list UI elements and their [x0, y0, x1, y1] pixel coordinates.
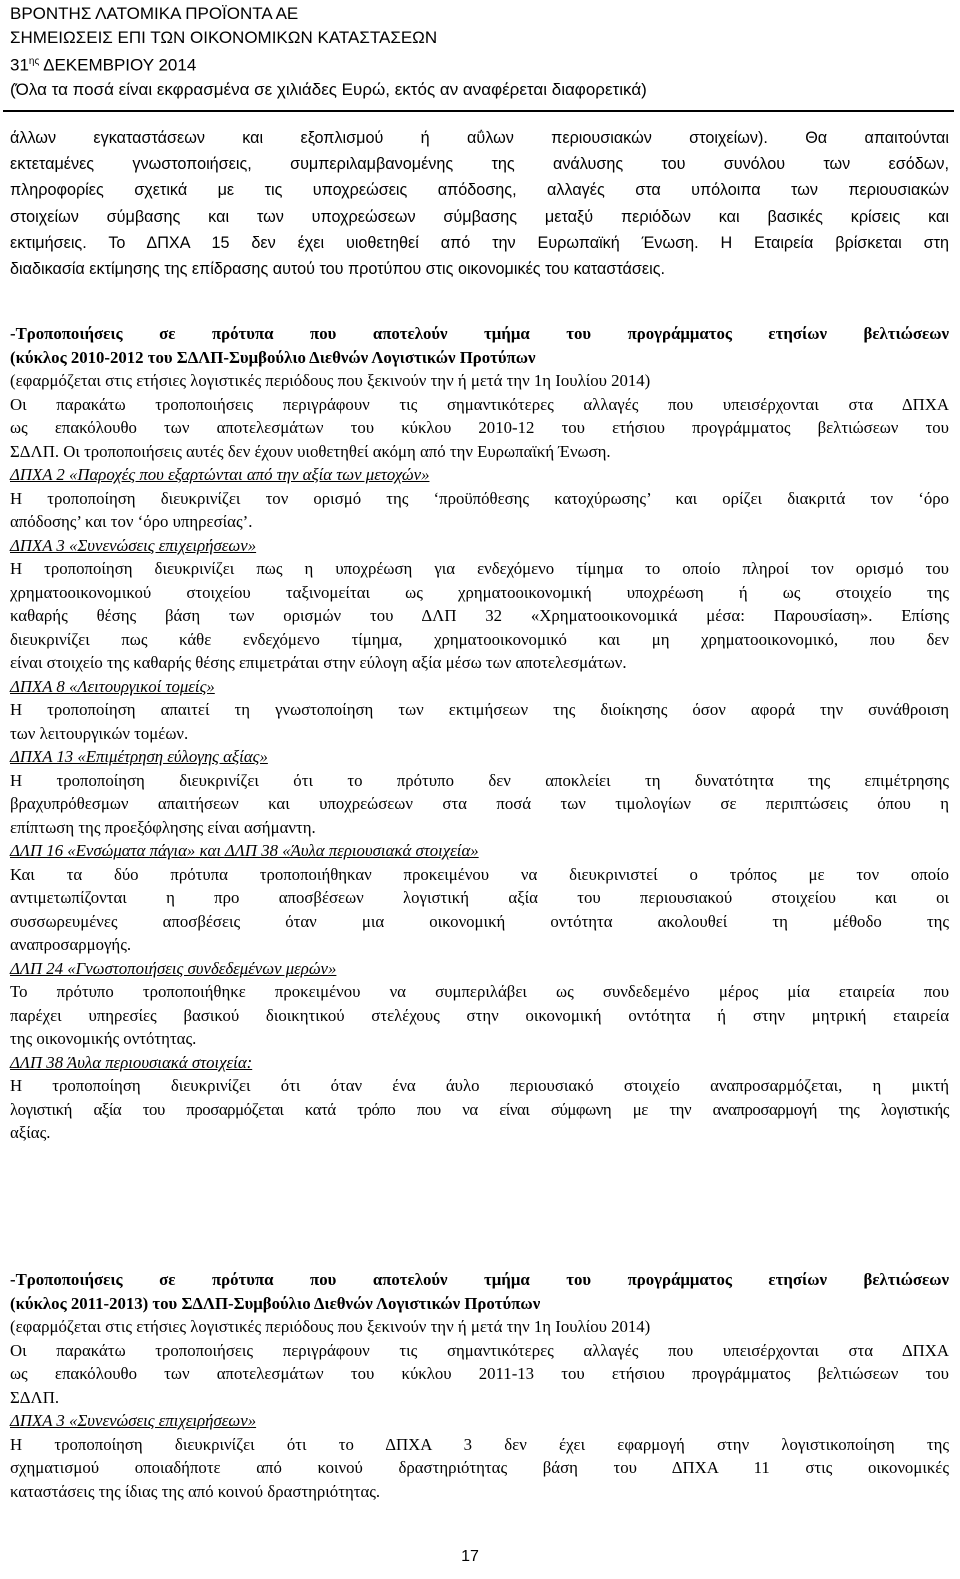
subheading-ifrs8: ΔΠΧΑ 8 «Λειτουργικοί τομείς» — [10, 676, 215, 696]
subheading-ifrs3: ΔΠΧΑ 3 «Συνενώσεις επιχειρήσεων» — [10, 535, 257, 555]
subheading-ias16-ias38: ΔΛΠ 16 «Ενσώματα πάγια» και ΔΛΠ 38 «Άυλα περιουσιακά στοιχεία» — [10, 841, 479, 860]
section-heading-cont: (κύκλος 2011-2013) του ΣΔΛΠ-Συμβούλιο Διεθνών Λογιστικών Προτύπων — [10, 1293, 541, 1313]
header-divider — [3, 110, 954, 112]
report-date: $31^{\eta\varsigma}$ ΔΕΚΕΜΒΡΙΟΥ 2014 — [10, 55, 197, 75]
effective-date-note: (εφαρμόζεται στις ετήσιες λογιστικές περιόδους που ξεκινούν την ή μετά την 1η Ιουλίου 2014) — [10, 371, 651, 390]
section-cycle-2011-2013: -Τροποποιήσεις σε πρότυπα που αποτελούν τμήμα του προγράμματος ετησίων βελτιώσεων (κύκλος 2011-2013) του ΣΔΛΠ-Συμβούλιο Διεθνών Λογιστικών Προτύπων (εφαρμόζεται στις ετήσιες λογιστικές περιόδους που ξεκινούν την ή μετά την 1η Ιουλίου 2014) Οι παρακάτω τροποποιήσεις περιγράφουν τις σημαντικότερες αλλαγές που υπεισέρχονται στα ΔΠΧΑ ως επακόλουθο των αποτελεσμάτων του κύκλου 2011-13 του ετήσιου προγράμματος βελτιώσεων του ΣΔΛΠ. ΔΠΧΑ 3 «Συνενώσεις επιχειρήσεων» Η τροποποίηση διευκρινίζει ότι το ΔΠΧΑ 3 δεν έχει εφαρμογή στην λογιστικοποίηση της σχηματισμού οποιαδήποτε από κοινού δραστηριότητας βάση του ΔΠΧΑ 11 στις οικονομικές καταστάσεις της ίδιας της από κοινού δραστηριότητας. — [10, 1270, 949, 1501]
subheading-ifrs13: ΔΠΧΑ 13 «Επιμέτρηση εύλογης αξίας» — [10, 747, 268, 766]
section-heading: -Τροποποιήσεις σε πρότυπα που αποτελούν τμήμα του προγράμματος ετησίων βελτιώσεων — [10, 1270, 949, 1289]
section-heading: -Τροποποιήσεις σε πρότυπα που αποτελούν τμήμα του προγράμματος ετησίων βελτιώσεων — [10, 324, 949, 343]
page-header — [10, 2, 950, 102]
subheading-ias24: ΔΛΠ 24 «Γνωστοποιήσεις συνδεδεμένων μερών» — [10, 958, 337, 978]
company-name: ΒΡΟΝΤΗΣ ΛΑΤΟΜΙΚΑ ΠΡΟΪΟΝΤΑ ΑΕ — [10, 4, 299, 23]
subheading-ias38: ΔΛΠ 38 Άυλα περιουσιακά στοιχεία: — [10, 1052, 253, 1072]
section-heading-cont: (κύκλος 2010-2012 του ΣΔΛΠ-Συμβούλιο Διεθνών Λογιστικών Προτύπων — [10, 347, 536, 367]
effective-date-note: (εφαρμόζεται στις ετήσιες λογιστικές περιόδους που ξεκινούν την ή μετά την 1η Ιουλίου 2014) — [10, 1317, 651, 1336]
notes-title: ΣΗΜΕΙΩΣΕΙΣ ΕΠΙ ΤΩΝ ΟΙΚΟΝΟΜΙΚΩΝ ΚΑΤΑΣΤΑΣΕΩΝ — [10, 28, 438, 47]
subheading-ifrs3: ΔΠΧΑ 3 «Συνενώσεις επιχειρήσεων» — [10, 1411, 257, 1430]
page-number: 17 — [461, 1548, 479, 1565]
currency-note: (Όλα τα ποσά είναι εκφρασμένα σε χιλιάδες Ευρώ, εκτός αν αναφέρεται διαφορετικά) — [10, 79, 647, 99]
intro-paragraph: άλλων εγκαταστάσεων και εξοπλισμού ή αΰλων περιουσιακών στοιχείων). Θα απαιτούνται εκτεταμένες γνωστοποιήσεις, συμπεριλαμβανομένης της ανάλυσης του συνόλου των εσόδων, πληροφορίες σχετικά με τις υποχρεώσεις απόδοσης, αλλαγές στα υπόλοιπα των περιουσιακών στοιχείων σύμβασης και των υποχρεώσεων σύμβασης μεταξύ περιόδων και βασικές κρίσεις και εκτιμήσεις. Το ΔΠΧΑ 15 δεν έχει υιοθετηθεί από την Ευρωπαϊκή Ένωση. Η Εταιρεία βρίσκεται στη διαδικασία εκτίμησης της επίδρασης αυτού του προτύπου στις οικονομικές του καταστάσεις. — [10, 129, 949, 279]
section-cycle-2010-2012: -Τροποποιήσεις σε πρότυπα που αποτελούν τμήμα του προγράμματος ετησίων βελτιώσεων (κύκλος 2010-2012 του ΣΔΛΠ-Συμβούλιο Διεθνών Λογιστικών Προτύπων (εφαρμόζεται στις ετήσιες λογιστικές περιόδους που ξεκινούν την ή μετά την 1η Ιουλίου 2014) Οι παρακάτω τροποποιήσεις περιγράφουν τις σημαντικότερες αλλαγές που υπεισέρχονται στα ΔΠΧΑ ως επακόλουθο των αποτελεσμάτων του κύκλου 2010-12 του ετήσιου προγράμματος βελτιώσεων του ΣΔΛΠ. Οι τροποποιήσεις αυτές δεν έχουν υιοθετηθεί ακόμη από την Ευρωπαϊκή Ένωση. ΔΠΧΑ 2 «Παροχές που εξαρτώνται από την αξία των μετοχών» Η τροποποίηση διευκρινίζει τον ορισμό της ‘προϋπόθεσης κατοχύρωσης’ και ορίζει διακριτά τον ‘όρο απόδοσης’ και τον ‘όρο υπηρεσίας’. ΔΠΧΑ 3 «Συνενώσεις επιχειρήσεων» Η τροποποίηση διευκρινίζει πως η υποχρέωση για ενδεχόμενο τίμημα το οποίο πληροί τον ορισμό του χρηματοοικονομικού στοιχείου ταξινομείται ως χρηματοοικονομική υποχρέωση ή ως στοιχείο της καθαρής θέσης βάση των ορισμών του ΔΛΠ 32 «Χρηματοοικονομικά μέσα: Παρουσίαση». Επίσης διευκρινίζει πως κάθε ενδεχόμενο τίμημα, χρηματοοικονομικό και μη χρηματοοικονομικό, που δεν είναι στοιχείο της καθαρής θέσης επιμετράται στην εύλογη αξία μέσω των αποτελεσμάτων. ΔΠΧΑ 8 «Λειτουργικοί τομείς» Η τροποποίηση απαιτεί τη γνωστοποίηση των εκτιμήσεων της διοίκησης όσον αφορά την συνάθροιση των λειτουργικών τομέων. ΔΠΧΑ 13 «Επιμέτρηση εύλογης αξίας» Η τροποποίηση διευκρινίζει ότι το πρότυπο δεν αποκλείει τη δυνατότητα της επιμέτρησης βραχυπρόθεσμων απαιτήσεων και υποχρεώσεων στα ποσά των τιμολογίων σε περιπτώσεις όπου η επίπτωση της προεξόφλησης είναι ασήμαντη. ΔΛΠ 16 «Ενσώματα πάγια» και ΔΛΠ 38 «Άυλα περιουσιακά στοιχεία» Και τα δύο πρότυπα τροποποιήθηκαν προκειμένου να διευκρινιστεί ο τρόπος με τον οποίο αντιμετωπίζονται η προ αποσβέσεων λογιστική αξία του περιουσιακού στοιχείου και οι συσσωρευμένες αποσβέσεις όταν μια οικονομική οντότητα ακολουθεί τη μέθοδο της αναπροσαρμογής. ΔΛΠ 24 «Γνωστοποιήσεις συνδεδεμένων μερών» Το πρότυπο τροποποιήθηκε προκειμένου να συμπεριλάβει ως συνδεδεμένο μέρος μία εταιρεία που παρέχει υπηρεσίες βασικού διοικητικού στελέχους στην οικονομική οντότητα ή στην μητρική εταιρεία της οικονομικής οντότητας. ΔΛΠ 38 Άυλα περιουσιακά στοιχεία: Η τροποποίηση διευκρινίζει ότι όταν ένα άυλο περιουσιακό στοιχείο αναπροσαρμόζεται, η μικτή λογιστική αξία του προσαρμόζεται κατά τρόπο που να είναι σύμφωνη με την αναπροσαρμογή της λογιστικής αξίας. — [10, 324, 949, 1142]
subheading-ifrs2: ΔΠΧΑ 2 «Παροχές που εξαρτώνται από την αξία των μετοχών» — [10, 465, 430, 484]
